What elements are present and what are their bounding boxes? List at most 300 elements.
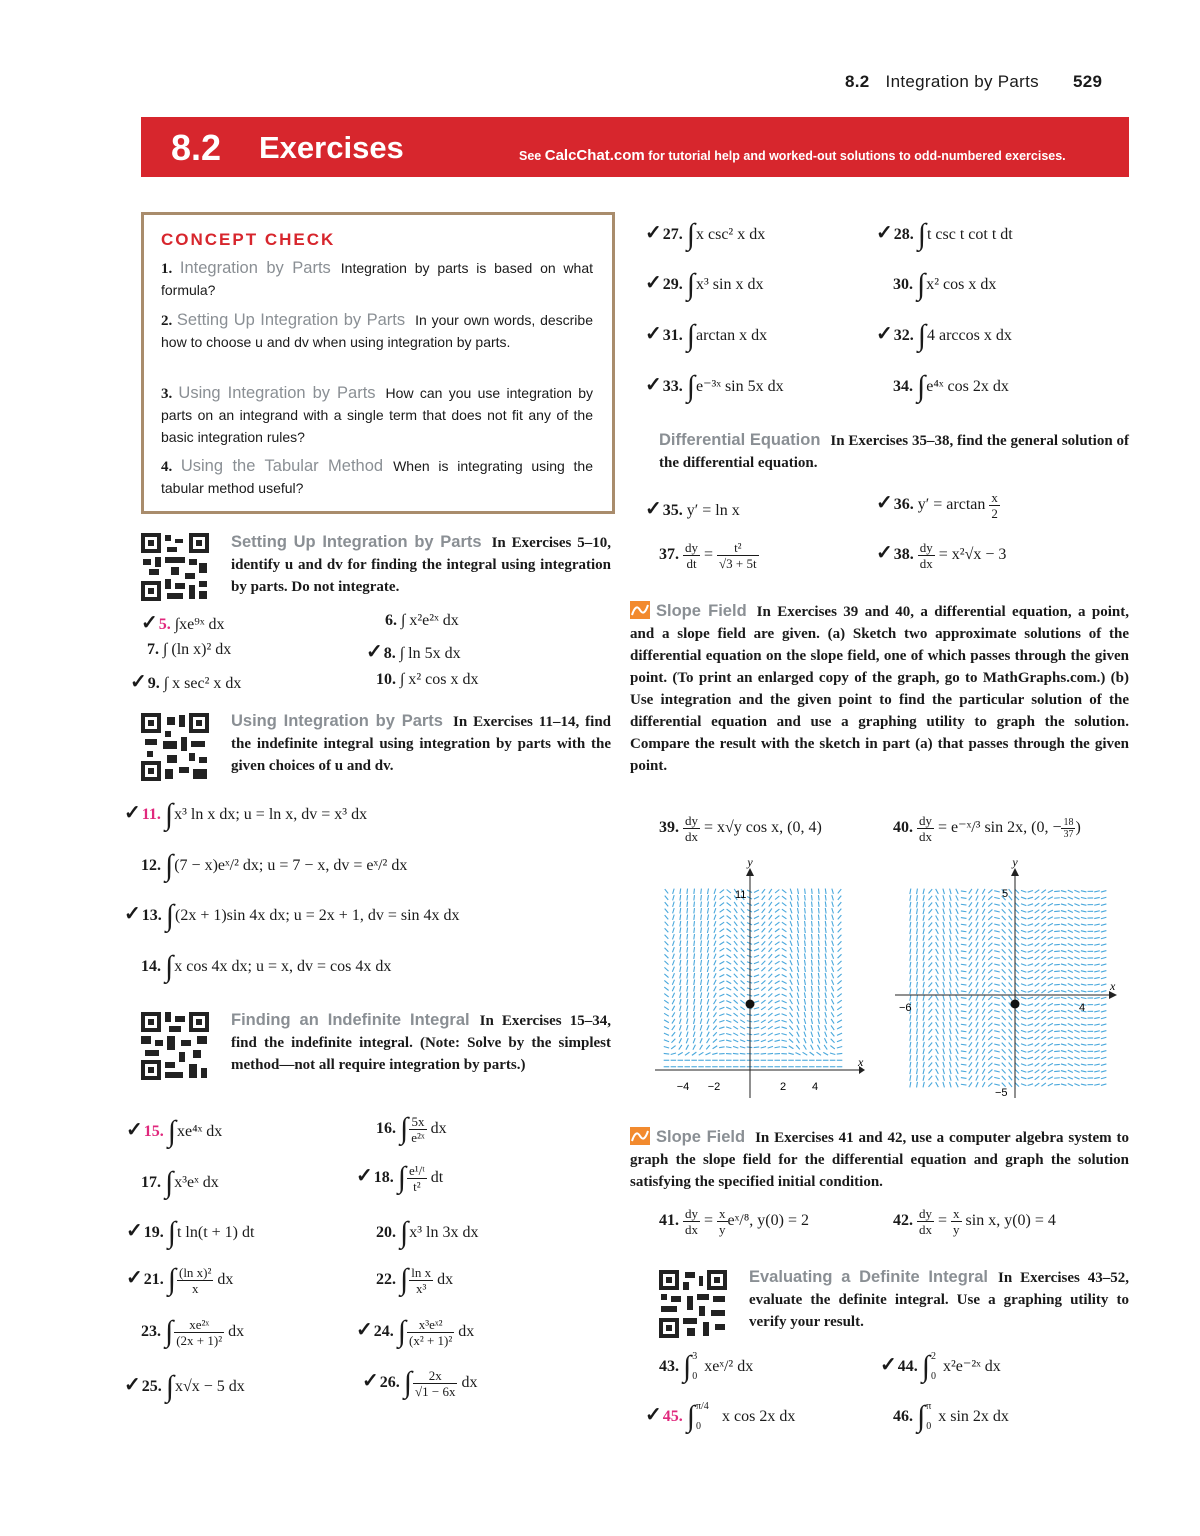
slope-segment [714,973,716,978]
slope-segment [790,915,792,920]
slope-segment [679,1019,681,1024]
slope-segment [775,1033,780,1035]
slope-segment [994,1031,1000,1032]
slope-segment [754,942,759,944]
slope-segment [825,954,826,959]
fraction [407,1163,427,1194]
slope-segment [714,967,716,972]
exercise-expression: e⁴ˣ cos 2x dx [926,378,1009,395]
slope-segment [1068,930,1073,932]
slope-segment [976,889,978,894]
slope-segment [988,929,992,933]
qr-code-icon[interactable] [141,533,209,601]
item-text: When is integrating using the tabular method useful? [161,458,593,496]
slope-segment [825,1006,826,1011]
slope-segment [818,1019,819,1024]
slope-segment [837,987,841,990]
slope-segment [818,895,819,900]
slope-segment [982,1009,985,1014]
slope-segment [917,889,918,895]
slope-segment [1015,969,1019,973]
slope-segment [782,1014,787,1016]
slope-segment [1035,996,1040,999]
slope-segment [719,948,724,951]
slope-segment [837,1013,842,1016]
slope-segment [982,935,985,940]
exercise-number: 17. [141,1174,161,1191]
slope-segment [790,928,792,933]
slope-segment [910,989,911,995]
exercise-10 [376,671,479,689]
slope-segment [719,1027,724,1029]
slope-segment [734,987,738,991]
slope-segment [733,1033,738,1036]
slope-segment [1021,930,1026,932]
slope-segment [680,902,681,907]
slope-segment [929,989,933,993]
slope-segment [797,895,798,900]
slope-segment [804,960,805,965]
exercise-expression: x csc² x dx [695,226,766,243]
slope-segment [831,993,833,998]
slope-segment [943,1069,945,1074]
slope-segment [1081,1057,1087,1058]
slope-segment [672,973,674,978]
equals-sign: = [938,1212,948,1230]
slope-segment [1009,896,1012,901]
slope-segment [976,902,978,907]
slope-segment [673,928,675,933]
slope-segment [929,942,933,946]
slope-segment [943,1002,945,1007]
slope-segment [1101,944,1106,945]
slope-segment [831,986,833,991]
slope-segment [994,937,1000,938]
slope-segment [1041,1030,1046,1033]
x-tick-label: 4 [1079,1002,1086,1014]
slope-segment [762,909,765,913]
exercise-28 [876,218,1013,252]
slope-segment [988,1029,992,1033]
slope-segment [679,1038,681,1043]
slope-segment [775,889,779,893]
slope-segment [720,942,725,945]
slope-segment [1068,1044,1073,1046]
y-axis-arrow-icon [1011,868,1019,876]
slope-segment [713,1006,716,1011]
slope-segment [1009,956,1012,961]
slope-segment [1002,903,1006,907]
slope-segment [811,967,812,972]
slope-segment [775,903,779,906]
slope-segment [824,1038,826,1043]
slope-segment [707,1025,709,1030]
slope-segment [762,915,765,919]
checkmark-icon: ✓ [356,1165,373,1187]
slope-segment [988,909,992,913]
slope-segment [727,903,731,906]
calcchat-link[interactable]: CalcChat.com [544,147,645,164]
checkmark-icon: ✓ [876,542,893,565]
slope-segment [726,961,731,964]
slope-segment [761,1013,766,1016]
slope-segment [1041,1076,1046,1079]
slope-segment [1048,937,1053,939]
slope-segment [1002,1029,1006,1033]
slope-segment [782,896,786,899]
checkmark-icon: ✓ [124,802,141,824]
slope-segment [1048,1050,1053,1052]
slope-segment [769,935,772,939]
slope-segment [1015,943,1019,947]
slope-segment [1081,1077,1087,1078]
slope-segment [797,928,798,933]
slope-segment [1061,1064,1066,1065]
slope-segment [1015,949,1019,953]
slope-segment [988,1023,992,1027]
slope-segment [825,1025,827,1030]
slope-segment [943,1049,945,1054]
slope-segment [969,929,972,934]
slope-segment [831,1032,834,1036]
slope-segment [1009,976,1012,981]
slope-segment [687,960,688,965]
fraction [409,1265,433,1296]
slope-segment [804,947,805,952]
checkmark-icon: ✓ [124,1374,141,1396]
slope-segment [825,889,826,894]
exercise-43 [659,1350,753,1392]
slope-segment [1041,1010,1046,1013]
slope-segment [741,967,745,971]
slope-segment [910,955,911,961]
slope-segment [769,928,772,932]
slope-segment [708,889,709,894]
slope-segment [1002,1063,1006,1067]
slope-segment [694,1012,695,1017]
slope-segment [1009,1022,1012,1027]
slope-segment [1002,1069,1006,1073]
slope-segment [994,1064,1000,1065]
slope-segment [943,1015,945,1020]
slope-segment [943,929,945,934]
slope-segment [950,1055,952,1060]
slope-segment [818,915,819,920]
slope-segment [680,895,681,900]
slope-segment [1101,1037,1106,1038]
fraction [407,1317,454,1348]
slope-segment [1041,1036,1046,1039]
slope-segment [719,988,724,990]
slope-segment [818,973,819,978]
qr-code-icon[interactable] [141,1012,209,1080]
slope-segment [1101,1071,1106,1072]
slope-segment [929,1049,933,1053]
slope-segment [720,929,725,932]
y-axis-arrow-icon [746,868,754,876]
slope-segment [1094,897,1100,898]
slope-segment [1015,989,1019,993]
item-text: Integration by parts is based on what formula? [161,260,594,298]
slope-segment [762,928,766,932]
slope-segment [923,955,924,961]
banner-note-prefix: See [519,149,542,163]
numerator: dy [919,813,932,828]
slope-segment [1074,1070,1079,1072]
slope-segment [741,941,745,945]
slope-segment [790,960,792,965]
slope-segment [994,971,1000,972]
slope-segment [1061,1077,1066,1078]
slope-segment [832,934,834,939]
exercise-expression: x²e⁻²ˣ dx [942,1358,1001,1375]
slope-segment [1035,890,1040,893]
slope-segment [726,987,731,990]
slope-segment [1074,997,1079,999]
slope-segment [1061,911,1066,912]
slope-segment [720,922,725,925]
slope-segment [976,1069,978,1074]
slope-segment [1041,1063,1046,1066]
slope-segment [761,967,765,971]
slope-segment [831,1012,834,1017]
slope-segment [804,973,805,978]
slope-segment [804,986,805,991]
slope-segment [687,947,688,952]
slope-segment [797,980,798,985]
exercise-number: 7. [147,641,159,658]
slope-segment [789,1039,793,1043]
slope-segment [754,955,759,957]
slope-segment [790,967,792,972]
slope-segment [680,980,681,985]
slope-segment [961,1024,967,1025]
slope-segment [1068,897,1073,899]
slope-segment [1002,916,1006,920]
slope-segment [1002,983,1006,987]
slope-segment [775,909,779,912]
slope-segment [754,916,759,918]
slope-segment [910,922,911,928]
slope-segment [976,1062,978,1067]
slope-segment [1068,917,1073,919]
exercise-number: 13. [141,907,162,924]
slope-segment [1081,1024,1087,1025]
slope-segment [923,1035,924,1041]
slope-segment [936,956,939,961]
slope-segment [929,916,933,920]
slope-segment [1101,1017,1106,1018]
slope-segment [1015,1023,1019,1027]
slope-segment [714,895,716,900]
slope-segment [687,1019,688,1024]
slope-segment [956,1029,958,1034]
slope-segment [994,944,1000,945]
slope-segment [976,1015,978,1020]
slope-segment [1002,1023,1006,1027]
slope-segment [1021,997,1026,999]
slope-segment [680,947,681,952]
slope-segment [768,974,772,978]
concept-check-box [141,212,615,514]
slope-segment [671,1039,675,1043]
exercise-number: 9. [147,675,160,692]
slope-segment [950,1075,952,1080]
slope-segment [789,1032,793,1036]
slope-segment [982,975,985,980]
slope-segment [1041,896,1046,899]
slope-segment [831,999,833,1004]
slope-segment [969,942,972,947]
slope-segment [961,1084,967,1085]
slope-segment [969,1049,972,1054]
slope-segment [818,986,819,991]
slope-field-39-svg [655,858,865,1098]
slope-segment [811,934,812,939]
slope-segment [1048,1023,1053,1025]
exercise-expression: x³ ln 3x dx [409,1224,479,1241]
slope-segment [726,974,731,977]
slope-segment [1015,963,1019,967]
numerator: dy [685,813,698,828]
slope-segment [956,1062,958,1067]
banner-title: Exercises [259,130,404,165]
slope-segment [768,1026,773,1029]
y-axis-label: y [1012,858,1018,869]
slope-segment [818,928,819,933]
slope-segment [1061,944,1066,945]
slope-segment [687,889,688,894]
slope-segment [1061,1011,1066,1012]
slope-segment [1035,956,1040,959]
slope-segment [956,1075,958,1080]
slope-segment [754,923,759,925]
slope-segment [929,976,933,980]
slope-segment [1048,1057,1053,1059]
slope-segment [961,1018,967,1019]
slope-segment [982,895,985,900]
slope-segment [673,934,675,939]
slope-segment [804,941,805,946]
qr-code-icon[interactable] [659,1270,727,1338]
slope-segment [1068,964,1073,966]
slope-segment [1081,984,1087,985]
slope-segment [1035,1043,1040,1046]
exercise-number: 26. [379,1374,400,1391]
slope-segment [719,1040,724,1041]
denominator: x³ [415,1280,427,1296]
slope-segment [790,954,792,959]
slope-segment [714,947,716,952]
slope-segment [1081,904,1087,905]
slope-segment [1002,963,1006,967]
slope-segment [943,1042,945,1047]
slope-segment [961,1058,967,1059]
slope-segment [692,1052,696,1055]
slope-segment [1041,983,1046,986]
slope-segment [1041,1083,1046,1086]
slope-segment [1035,936,1040,939]
slope-segment [1002,956,1006,960]
slope-segment [936,889,939,894]
lower-limit: 0 [692,1371,698,1382]
exercise-expression: x cos 4x dx; u = x, dv = cos 4x dx [174,958,392,975]
slope-segment [719,981,724,984]
slope-segment [1015,1083,1019,1087]
exercise-32 [876,319,1012,353]
slope-segment [1101,931,1106,932]
slope-segment [790,999,793,1004]
slope-segment [782,988,787,990]
slope-segment [982,989,985,994]
slope-segment [727,889,731,893]
slope-segment [811,993,812,998]
slope-segment [720,903,724,906]
slope-segment [1002,989,1006,993]
slope-segment [825,1019,827,1024]
qr-code-icon[interactable] [141,713,209,781]
slope-segment [943,1062,945,1067]
checkmark-icon: ✓ [366,641,383,663]
slope-segment [790,934,792,939]
slope-segment [1101,964,1106,965]
slope-segment [982,1049,985,1054]
slope-segment [775,981,780,984]
slope-segment [1094,1057,1100,1058]
slope-segment [734,935,737,939]
exercise-number: 40. [893,819,913,837]
slope-segment [1035,970,1040,973]
slope-segment [1068,1004,1073,1006]
checkmark-icon: ✓ [126,1119,143,1141]
slope-segment [768,967,772,971]
slope-segment [1101,997,1106,998]
slope-segment [1048,1083,1053,1085]
slope-segment [1094,1004,1100,1005]
slope-segment [687,954,688,959]
slope-segment [1028,1070,1033,1072]
slope-segment [830,1046,834,1049]
slope-segment [838,928,842,932]
slope-segment [1028,997,1033,999]
slope-segment [1101,1024,1106,1025]
slope-segment [943,955,945,960]
slope-segment [1081,977,1087,978]
denominator: x [191,1280,199,1296]
slope-segment [1041,1043,1046,1046]
y-axis-label: y [747,858,753,869]
slope-segment [923,1069,924,1075]
slope-segment [1074,957,1079,959]
slope-segment [923,902,924,908]
slope-segment [1009,889,1012,894]
slope-segment [707,967,708,972]
slope-segment [768,961,772,965]
x-tick-label: −4 [676,1081,690,1093]
slope-segment [917,942,918,948]
slope-segment [1015,909,1019,913]
slope-segment [982,995,985,1000]
slope-segment [936,962,939,967]
slope-segment [837,1033,842,1035]
slope-segment [1068,984,1073,986]
slope-segment [1035,1010,1040,1013]
slope-segment [1061,1031,1066,1032]
slope-segment [797,908,798,913]
integral-sign-icon: ∫ [683,1350,692,1383]
slope-segment [910,889,911,895]
slope-segment [994,1024,1000,1025]
